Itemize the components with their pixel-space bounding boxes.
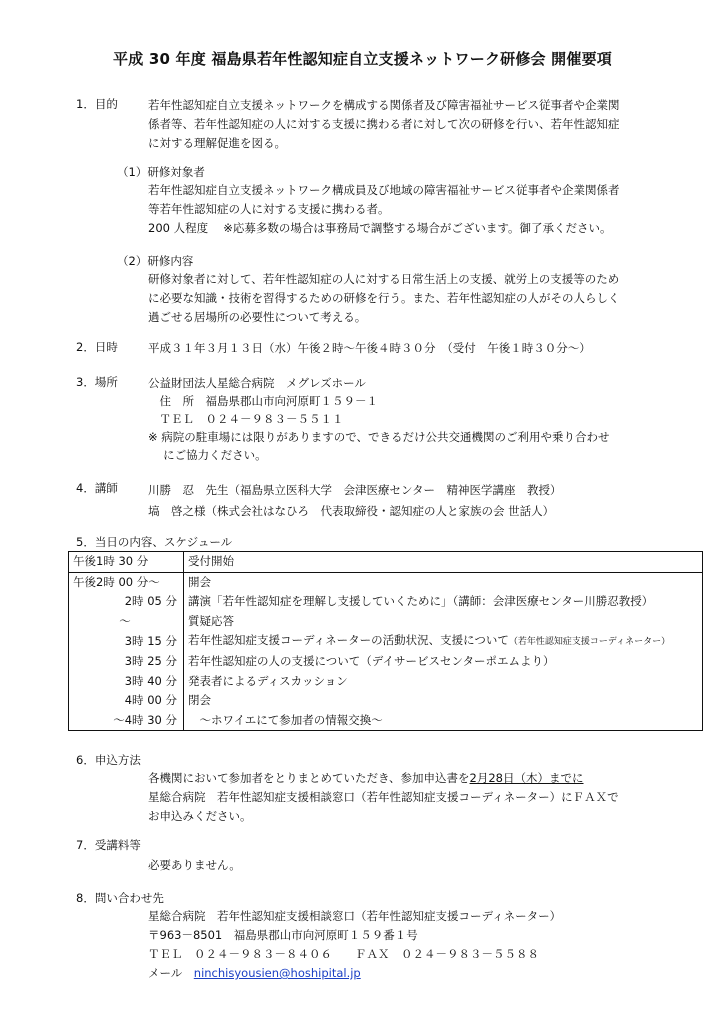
section-number: 7．受講料等	[76, 838, 141, 852]
purpose-line: に対する理解促進を図る。	[148, 136, 286, 150]
table-row	[69, 631, 703, 652]
table-row	[69, 672, 703, 692]
schedule-content: 受付開始	[184, 552, 703, 573]
fee-text: 必要ありません。	[148, 858, 241, 872]
application-deadline: 2月28日（木）までに	[469, 771, 584, 785]
table-row	[69, 691, 703, 711]
schedule-time: ～4時 30 分	[69, 711, 184, 731]
venue-line: 住 所 福島県郡山市向河原町１５９－１	[148, 394, 378, 408]
table-row	[69, 552, 703, 573]
venue-note: にご協力ください。	[148, 448, 267, 462]
schedule-time: 3時 25 分	[69, 652, 184, 672]
schedule-time: 午後2時 00 分～	[69, 572, 184, 592]
section-number: 4．講師	[76, 481, 118, 495]
schedule-time: ～	[69, 612, 184, 632]
content-line: 過ごせる居場所の必要性について考える。	[148, 310, 367, 324]
venue-note: ※ 病院の駐車場には限りがありますので、できるだけ公共交通機関のご利用や乗り合わせ	[148, 430, 610, 444]
target-line: 若年性認知症自立支援ネットワーク構成員及び地域の障害福祉サービス従事者や企業関係者	[148, 183, 620, 197]
application-line: 各機関において参加者をとりまとめていただき、参加申込書を	[148, 771, 470, 785]
schedule-time: 3時 40 分	[69, 672, 184, 692]
table-row	[69, 592, 703, 612]
table-row	[69, 612, 703, 632]
table-row	[69, 652, 703, 672]
schedule-content: ～ホワイエにて参加者の情報交換～	[188, 712, 383, 727]
table-row	[69, 572, 703, 592]
schedule-note: （若年性認知症支援コーディネーター）	[508, 637, 671, 647]
schedule-content: 講演「若年性認知症を理解し支援していくために」（講師：会津医療センター川勝忍教授）	[188, 594, 654, 609]
lecturer-line: 川勝 忍 先生（福島県立医科大学 会津医療センター 精神医学講座 教授）	[148, 483, 562, 497]
section-number: 2．日時	[76, 340, 118, 354]
venue-line: ＴＥＬ ０２４－９８３－５５１１	[148, 412, 344, 426]
schedule-heading: 5．当日の内容、スケジュール	[76, 535, 233, 549]
content-line: 研修対象者に対して、若年性認知症の人に対する日常生活上の支援、就労上の支援等のため	[148, 272, 620, 286]
application-line: お申込みください。	[148, 809, 252, 823]
table-row	[69, 711, 703, 731]
content-line: に必要な知識・技術を習得するための研修を行う。また、若年性認知症の人がその人らしく	[148, 291, 620, 305]
target-line: 等若年性認知症の人に対する支援に携わる者。	[148, 202, 390, 216]
mail-label: メール	[148, 966, 194, 980]
schedule-table	[68, 551, 703, 731]
target-line: 200 人程度 ※応募多数の場合は事務局で調整する場合がございます。御了承ください。	[148, 221, 612, 235]
section-number: 8．問い合わせ先	[76, 891, 164, 905]
purpose-line: 若年性認知症自立支援ネットワークを構成する関係者及び障害福祉サービス従事者や企業関	[148, 98, 620, 112]
schedule-content: 若年性認知症の人の支援について（デイサービスセンターポエムより）	[188, 654, 555, 669]
document-title: 平成 30 年度 福島県若年性認知症自立支援ネットワーク研修会 開催要項	[113, 50, 612, 68]
lecturer-line: 塙 啓之様（株式会社はなひろ 代表取締役・認知症の人と家族の会 世話人）	[148, 504, 555, 518]
schedule-content: 閉会	[188, 693, 211, 708]
contact-line: ＴＥＬ ０２４－９８３－８４０６ ＦＡＸ ０２４－９８３－５５８８	[148, 947, 539, 961]
schedule-content: 開会	[188, 574, 211, 589]
section-number: 1．目的	[76, 97, 118, 111]
venue-line: 公益財団法人星総合病院 メグレズホール	[148, 376, 366, 390]
application-line: 星総合病院 若年性認知症支援相談窓口（若年性認知症支援コーディネーター）にＦＡＸで	[148, 790, 619, 804]
schedule-content: 質疑応答	[188, 613, 234, 628]
schedule-content: 若年性認知症支援コーディネーターの活動状況、支援について	[188, 633, 509, 647]
contact-line: 星総合病院 若年性認知症支援相談窓口（若年性認知症支援コーディネーター）	[148, 909, 562, 923]
schedule-time: 4時 00 分	[69, 691, 184, 711]
schedule-content: 発表者によるディスカッション	[188, 673, 348, 688]
section-number: 6．申込方法	[76, 753, 141, 767]
schedule-time: 2時 05 分	[69, 592, 184, 612]
subsection-heading: （2）研修内容	[117, 254, 194, 268]
contact-line: 〒963－8501 福島県郡山市向河原町１５９番１号	[148, 928, 418, 942]
schedule-time: 午後1時 30 分	[69, 552, 184, 573]
schedule-time: 3時 15 分	[69, 631, 184, 652]
email-link[interactable]: ninchisyousien@hoshipital.jp	[193, 966, 361, 980]
datetime-text: 平成３１年３月１３日（水）午後２時～午後４時３０分 （受付 午後１時３０分～）	[148, 341, 591, 355]
subsection-heading: （1）研修対象者	[117, 165, 205, 179]
purpose-line: 係者等、若年性認知症の人に対する支援に携わる者に対して次の研修を行い、若年性認知症	[148, 117, 620, 131]
section-number: 3．場所	[76, 375, 118, 389]
